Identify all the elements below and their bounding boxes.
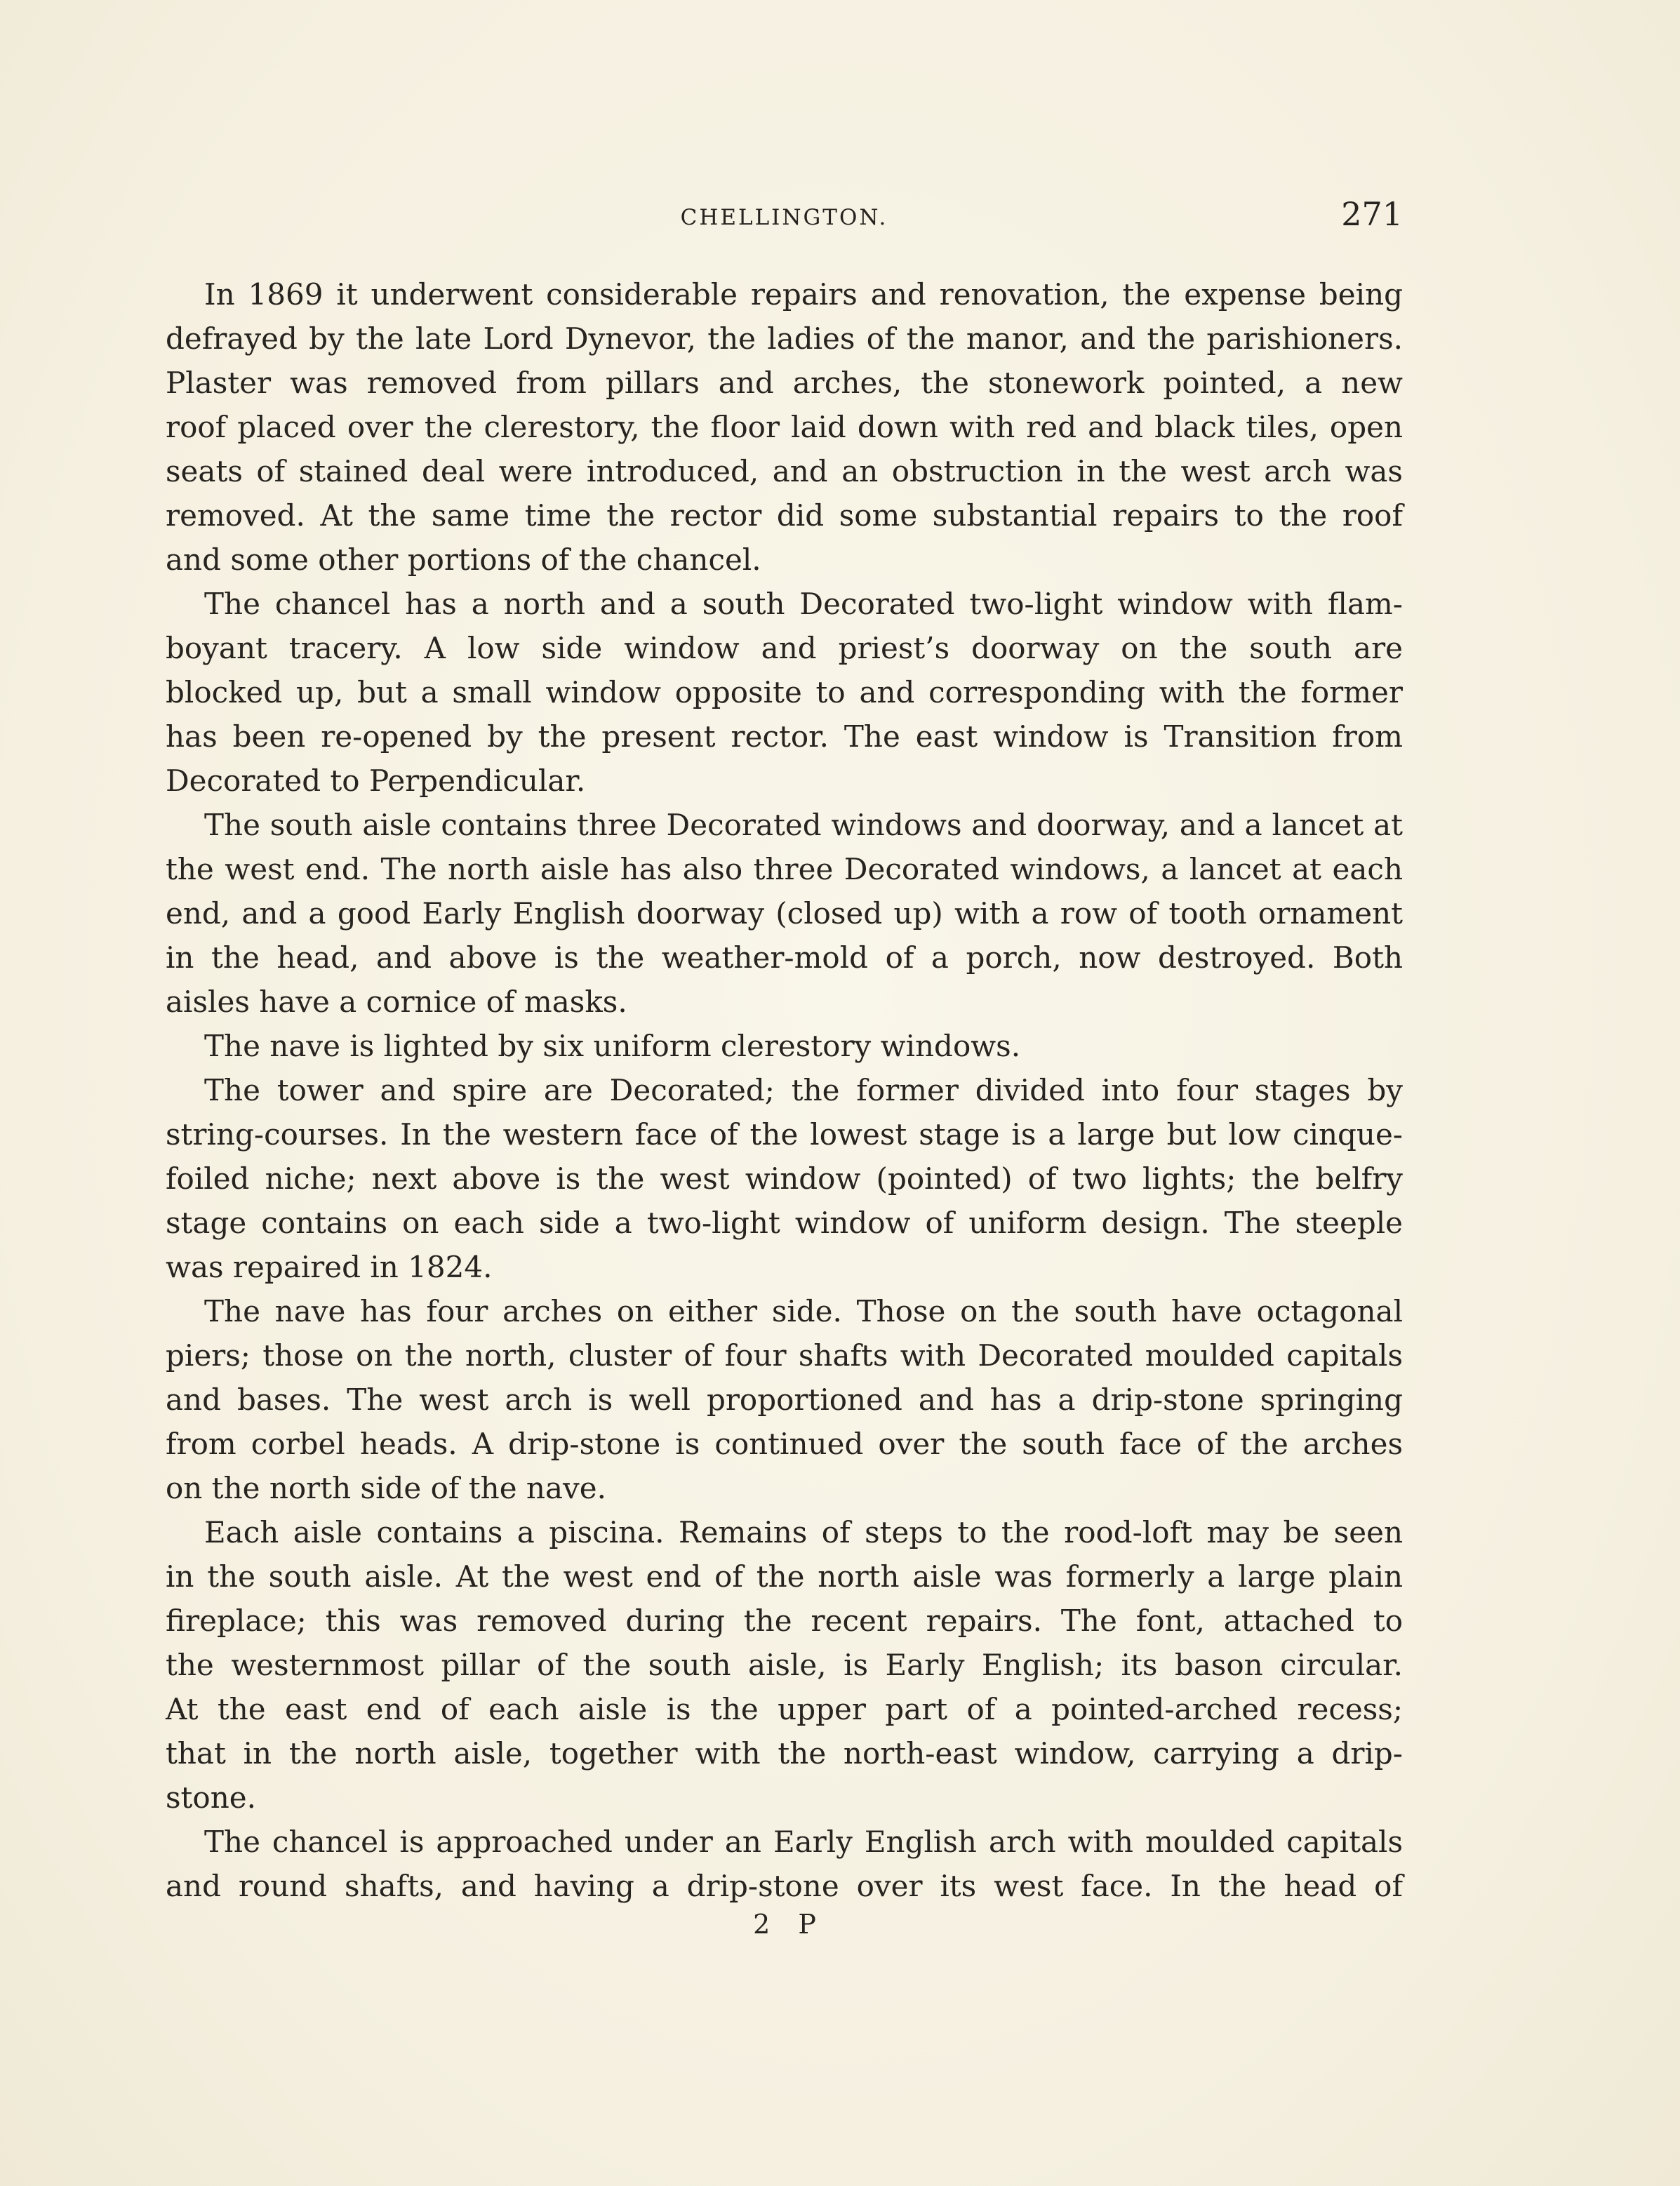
text-line: roof placed over the clerestory, the floor laid down with red and black tiles, open [166, 410, 1403, 444]
text-line: the west end. The north aisle has also three Decorated windows, a lancet at each [166, 852, 1403, 886]
paragraph-4 [166, 1024, 1403, 1068]
text-line: At the east end of each aisle is the upper part of a pointed-arched recess; [166, 1692, 1403, 1726]
text-line: seats of stained deal were introduced, and an obstruction in the west arch was [166, 454, 1403, 488]
text-line: Plaster was removed from pillars and arches, the stonework pointed, a new [166, 366, 1403, 400]
text-line: that in the north aisle, together with the north-east window, carrying a drip- [166, 1736, 1403, 1771]
text-line: string-courses. In the western face of the lowest stage is a large but low cinque- [166, 1117, 1403, 1152]
text-line: in the head, and above is the weather-mold of a porch, now destroyed. Both [166, 940, 1403, 975]
text-line: The tower and spire are Decorated; the former divided into four stages by [204, 1073, 1403, 1107]
text-line: piers; those on the north, cluster of four shafts with Decorated moulded capitals [166, 1338, 1403, 1373]
text-line: on the north side of the nave. [166, 1471, 606, 1505]
paragraph-8 [166, 1820, 1403, 1908]
text-line: stage contains on each side a two-light window of uniform design. The steeple [166, 1206, 1403, 1240]
text-line: from corbel heads. A drip-stone is continued over the south face of the arches [166, 1427, 1403, 1461]
text-line: The south aisle contains three Decorated windows and doorway, and a lancet at [204, 808, 1403, 842]
text-line: defrayed by the late Lord Dynevor, the ladies of the manor, and the parishioners. [166, 321, 1403, 356]
text-line: in the south aisle. At the west end of the north aisle was formerly a large plain [166, 1559, 1403, 1594]
text-line: The nave is lighted by six uniform clerestory windows. [204, 1029, 1021, 1063]
text-line: and some other portions of the chancel. [166, 542, 761, 577]
text-line: and bases. The west arch is well proportioned and has a drip-stone springing [166, 1382, 1403, 1417]
text-line: has been re-opened by the present rector. The east window is Transition from [166, 719, 1403, 754]
running-head [166, 195, 1403, 244]
signature-mark: 2 P [753, 1909, 826, 1940]
text-line: The nave has four arches on either side. Those on the south have octagonal [204, 1294, 1403, 1328]
text-line: boyant tracery. A low side window and priest’s doorway on the south are [166, 631, 1403, 665]
text-line: was repaired in 1824. [166, 1250, 493, 1284]
text-line: Decorated to Perpendicular. [166, 764, 586, 798]
text-line: the westernmost pillar of the south aisle, is Early English; its bason circular. [166, 1648, 1403, 1682]
text-line: The chancel is approached under an Early English arch with moulded capitals [204, 1825, 1403, 1859]
text-line: blocked up, but a small window opposite to and corresponding with the former [166, 675, 1403, 709]
text-line: foiled niche; next above is the west window (pointed) of two lights; the belfry [166, 1161, 1403, 1196]
text-line: aisles have a cornice of masks. [166, 985, 627, 1019]
paragraph-5 [166, 1068, 1403, 1289]
paragraph-6 [166, 1289, 1403, 1510]
text-line: end, and a good Early English doorway (closed up) with a row of tooth ornament [166, 896, 1403, 931]
page-number: 271 [1341, 195, 1403, 233]
text-line: and round shafts, and having a drip-stone over its west face. In the head of [166, 1869, 1403, 1903]
text-line: stone. [166, 1780, 256, 1815]
text-line: removed. At the same time the rector did some substantial repairs to the roof [166, 498, 1403, 533]
text-line: The chancel has a north and a south Decorated two-light window with flam- [204, 587, 1403, 621]
body-text [166, 272, 1403, 1907]
paragraph-1 [166, 272, 1403, 582]
paragraph-7 [166, 1510, 1403, 1820]
running-title: CHELLINGTON. [680, 205, 888, 230]
paragraph-3 [166, 803, 1403, 1024]
text-line: Each aisle contains a piscina. Remains of steps to the rood-loft may be seen [204, 1515, 1403, 1549]
paragraph-2 [166, 582, 1403, 803]
text-line: In 1869 it underwent considerable repairs and renovation, the expense being [204, 277, 1403, 312]
text-line: fireplace; this was removed during the recent repairs. The font, attached to [166, 1604, 1403, 1638]
